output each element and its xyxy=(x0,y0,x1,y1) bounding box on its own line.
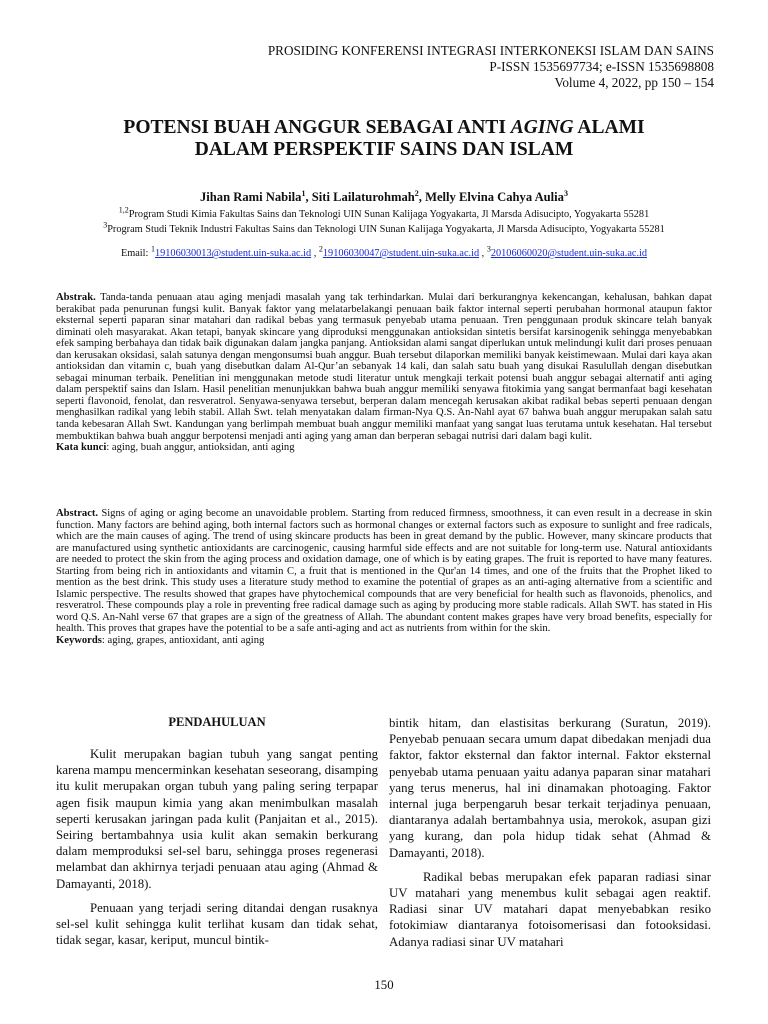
keywords: Keywords: aging, grapes, antioxidant, anti aging xyxy=(56,635,265,647)
right-column xyxy=(389,715,711,950)
paragraph: bintik hitam, dan elastisitas berkurang (Suratun, 2019). Penyebab penuaan secara umum dapat dibedakan menjadi dua faktor, faktor eksternal dan faktor internal. Faktor eksternal penyebab utama penuaan yaitu adanya paparan sinar matahari yang terus menerus, hal ini dinamakan photoaging. Faktor internal juga berpengaruh besar terkait terjadinya penuaan, diantaranya adalah bertambahnya usia, merokok, asupan gizi yang kurang, dan pola hidup tidak sehat (Ahmad & Damayanti, 2018). xyxy=(389,716,711,860)
title-line-2: DALAM PERSPEKTIF SAINS DAN ISLAM xyxy=(194,139,574,160)
left-column xyxy=(56,746,378,948)
abstract-label: Abstract. xyxy=(56,508,99,519)
section-heading: PENDAHULUAN xyxy=(168,715,266,729)
paragraph: Penuaan yang terjadi sering ditandai dengan rusaknya sel-sel kulit sehingga kulit terlihat kusam dan tidak sehat, tidak segar, kasar, keriput, muncul bintik- xyxy=(56,900,378,948)
email-line: Email: $^1$19106030013@student.uin-suka.ac.id , $^2$19106030047@student.uin-suka.ac.id , $^3$20106060020@student.uin-suka.ac.id xyxy=(120,244,648,259)
affiliation-1: $^{1,2}$Program Studi Kimia Fakultas Sains dan Teknologi UIN Sunan Kalijaga Yogyakarta, Jl Marsda Adisucipto, Yogyakarta 55281 xyxy=(118,205,650,220)
author-2: Siti Lailaturohmah xyxy=(311,190,415,204)
authors: Jihan Rami Nabila$^1$, Siti Lailaturohmah$^2$, Melly Elvina Cahya Aulia$^3$ xyxy=(200,188,568,204)
abstrak-text: Tanda-tanda penuaan atau aging menjadi masalah yang tak terhindarkan. Mulai dari berkurangnya kekencangan, kehalusan, bahkan dapat berakibat pada penurunan fungsi kulit. Banyak faktor yang melatarbelakangi penuaan baik faktor internal seperti perubahan hormonal ataupun faktor eksternal seperti paparan sinar matahari dan radikal bebas yang termasuk penyebab utama penuaan. Tren penggunaan produk skincare telah banyak diminati oleh masyarakat. Akan tetapi, banyak skincare yang diproduksi menggunakan antioksidan sintetis bersifat karsinogenik sehingga menyebabkan efek samping berbahaya dan tidak baik digunakan dalam jangka panjang. Antioksidan alami sangat diperlukan untuk melindungi kulit dari proses penuaan dan kerusakan oksidasi, salah satunya dengan mengonsumsi buah anggur. Buah tersebut dilaporkan memiliki banyak keistimewaan. Mulai dari kaya akan antioksidan dan vitamin c, buah yang disebutkan dalam Al-Qur’an sebanyak 14 kali, dan salah satu buah yang disukai Rasulullah dengan disebutkan sebagai minuman terbaik. Penelitian ini menggunakan metode studi literatur untuk mengkaji terkait potensi buah anggur sebagai alternatif anti aging dalam perspektif sains dan Islam. Hasil penelitian menunjukkan bahwa buah anggur memiliki senyawa fitokimia yang sangat bermanfaat bagi kesehatan seperti flavonoid, fenolat, dan resveratrol. Senyawa-senyawa tersebut, berperan dalam mencegah kerusakan akibat radikal bebas seperti penuaan dengan menghasilkan radikal yang lebih stabil. Allah Swt. telah menyatakan dalam firman-Nya Q.S. An-Nahl ayat 67 bahwa buah anggur merupakan salah satu tanda kebesaran Allah Swt. Kandungan yang berlimpah membuat buah anggur memiliki manfaat yang sangat luas terutama untuk kesehatan. Hal tersebut membuktikan bahwa buah anggur berpotensi menjadi anti aging yang aman dan berperan sebagai nutrisi dari dalam bagi kulit. xyxy=(56,292,712,442)
abstract-text: Signs of aging or aging become an unavoidable problem. Starting from reduced firmness, smoothness, it can even result in a decrease in skin function. Many factors are behind aging, both internal factors such as hormonal changes or external factors such as exposure to sunlight and free radicals, which are the main causes of aging. The trend of using skincare products has been in great demand by the public. However, many skincare products that are manufactured using synthetic antioxidants are carcinogenic, causing harmful side effects and are not suitable for long-term use. Natural antioxidants are needed to protect the skin from the aging process and oxidation damage, one of which is by eating grapes. The fruit is reported to have many features. Starting from being rich in antioxidants and vitamin C, a fruit that is mentioned in the Qur'an 14 times, and one of the fruits that the Prophet liked to mention as the best drink. This study uses a literature study method to examine the potential of grapes as an anti-aging alternative from a scientific and Islamic perspective. The results showed that grapes have phytochemical compounds that are very beneficial for health such as flavonoids, phenolics, and resveratrol. These compounds play a role in preventing free radical damage such as aging by producing more stable radicals. Allah SWT. has stated in His word Q.S. An-Nahl verse 67 that grapes are a sign of the greatness of Allah. The abundant content makes grapes have very broad benefits, especially for health. This proves that grapes have the potential to be a safe anti-aging and act as nutrients from within for the skin. xyxy=(56,508,712,635)
abstract-block xyxy=(56,508,712,647)
email-link-2[interactable]: 19106030047@student.uin-suka.ac.id xyxy=(322,248,480,259)
volume-pages: Volume 4, 2022, pp 150 – 154 xyxy=(554,75,714,90)
page-number: 150 xyxy=(374,978,394,992)
kata-kunci: Kata kunci: aging, buah anggur, antioksidan, anti aging xyxy=(56,442,295,454)
paper-title xyxy=(0,117,768,161)
journal-header xyxy=(268,43,714,91)
affiliation-2: $^3$Program Studi Teknik Industri Fakultas Sains dan Teknologi UIN Sunan Kalijaga Yogyakarta, Jl Marsda Adisucipto, Yogyakarta 55281 xyxy=(103,220,665,235)
issn: P-ISSN 1535697734; e-ISSN 1535698808 xyxy=(489,59,714,74)
author-3: Melly Elvina Cahya Aulia xyxy=(425,190,564,204)
paragraph: Radikal bebas merupakan efek paparan radiasi sinar UV matahari yang menembus kulit sebagai agen reaktif. Radiasi sinar UV matahari dapat menyebabkan resiko fotokimiaw diantaranya fotoisomerisasi dan fotooksidasi. Adanya radiasi sinar UV matahari xyxy=(389,869,711,949)
journal-name: PROSIDING KONFERENSI INTEGRASI INTERKONEKSI ISLAM DAN SAINS xyxy=(267,43,714,58)
paragraph: Kulit merupakan bagian tubuh yang sangat penting karena mampu mencerminkan kesehatan seseorang, disamping itu kulit merupakan organ tubuh yang paling sering terpapar agen fisik maupun kimia yang akan menimbulkan masalah seperti kerusakan jaringan pada kulit (Panjaitan et al., 2015). Seiring bertambahnya usia kulit akan semakin berkurang dalam memproduksi sel-sel baru, sehingga proses regenerasi melambat dan akhirnya terjadi penuaan atau aging (Ahmad & Damayanti, 2018). xyxy=(56,747,378,891)
email-link-3[interactable]: 20106060020@student.uin-suka.ac.id xyxy=(490,248,648,259)
abstrak-block xyxy=(56,292,712,454)
affiliations xyxy=(100,207,668,237)
abstrak-label: Abstrak. xyxy=(56,292,96,303)
email-link-1[interactable]: 19106030013@student.uin-suka.ac.id xyxy=(154,248,312,259)
title-line-1: POTENSI BUAH ANGGUR SEBAGAI ANTI AGING ALAMI xyxy=(123,117,645,138)
author-1: Jihan Rami Nabila xyxy=(200,190,302,204)
